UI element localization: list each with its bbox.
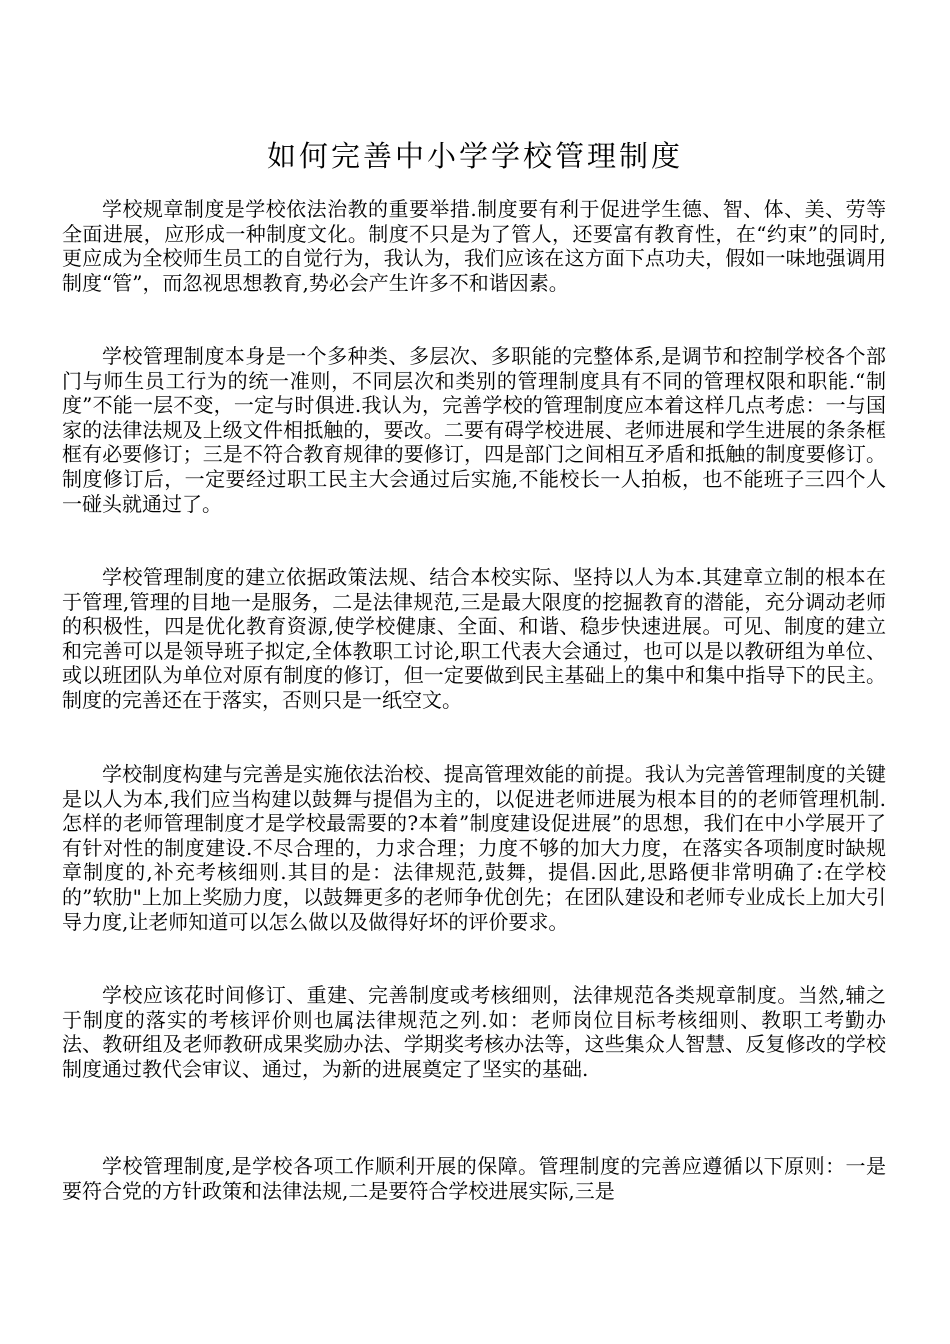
paragraph-5: 学校应该花时间修订、重建、完善制度或考核细则，法律规范各类规章制度。当然,辅之于制度的落实的考核评价则也属法律规范之列.如：老师岗位目标考核细则、教职工考勤办法、教研组及老师教研成果奖励办法、学期奖考核办法等，这些集众人智慧、反复修改的学校制度通过教代会审议、通过，为新的进展奠定了坚实的基础. [62,983,886,1081]
paragraph-2: 学校管理制度本身是一个多种类、多层次、多职能的完整体系,是调节和控制学校各个部门与师生员工行为的统一准则，不同层次和类别的管理制度具有不同的管理权限和职能.“制度”不能一层不变，一定与时俱进.我认为，完善学校的管理制度应本着这样几点考虑：一与国家的法律法规及上级文件相抵触的，要改。二要有碍学校进展、老师进展和学生进展的条条框框有必要修订；三是不符合教育规律的要修订，四是部门之间相互矛盾和抵触的制度要修订。制度修订后，一定要经过职工民主大会通过后实施,不能校长一人拍板，也不能班子三四个人一碰头就通过了。 [62,344,886,516]
paragraph-1: 学校规章制度是学校依法治教的重要举措.制度要有利于促进学生德、智、体、美、劳等全面进展，应形成一种制度文化。制度不只是为了管人，还要富有教育性，在“约束”的同时,更应成为全校师生员工的自觉行为，我认为，我们应该在这方面下点功夫，假如一味地强调用制度“管”，而忽视思想教育,势必会产生许多不和谐因素。 [62,197,886,295]
document-title: 如何完善中小学学校管理制度 [266,139,683,173]
paragraph-6: 学校管理制度,是学校各项工作顺利开展的保障。管理制度的完善应遵循以下原则：一是要符合党的方针政策和法律法规,二是要符合学校进展实际,三是 [62,1154,886,1203]
paragraph-4: 学校制度构建与完善是实施依法治校、提高管理效能的前提。我认为完善管理制度的关键是以人为本,我们应当构建以鼓舞与提倡为主的，以促进老师进展为根本目的的老师管理机制.怎样的老师管理制度才是学校最需要的?本着”制度建设促进展”的思想，我们在中小学展开了有针对性的制度建设.不尽合理的，力求合理；力度不够的加大力度，在落实各项制度时缺规章制度的,补充考核细则.其目的是：法律规范,鼓舞，提倡.因此,思路便非常明确了:在学校的”软肋"上加上奖励力度，以鼓舞更多的老师争优创先；在团队建设和老师专业成长上加大引导力度,让老师知道可以怎么做以及做得好坏的评价要求。 [62,762,886,934]
paragraph-3: 学校管理制度的建立依据政策法规、结合本校实际、坚持以人为本.其建章立制的根本在于管理,管理的目地一是服务，二是法律规范,三是最大限度的挖掘教育的潜能，充分调动老师的积极性，四是优化教育资源,使学校健康、全面、和谐、稳步快速进展。可见、制度的建立和完善可以是领导班子拟定,全体教职工讨论,职工代表大会通过，也可以是以教研组为单位、或以班团队为单位对原有制度的修订，但一定要做到民主基础上的集中和集中指导下的民主。制度的完善还在于落实，否则只是一纸空文。 [62,565,886,712]
